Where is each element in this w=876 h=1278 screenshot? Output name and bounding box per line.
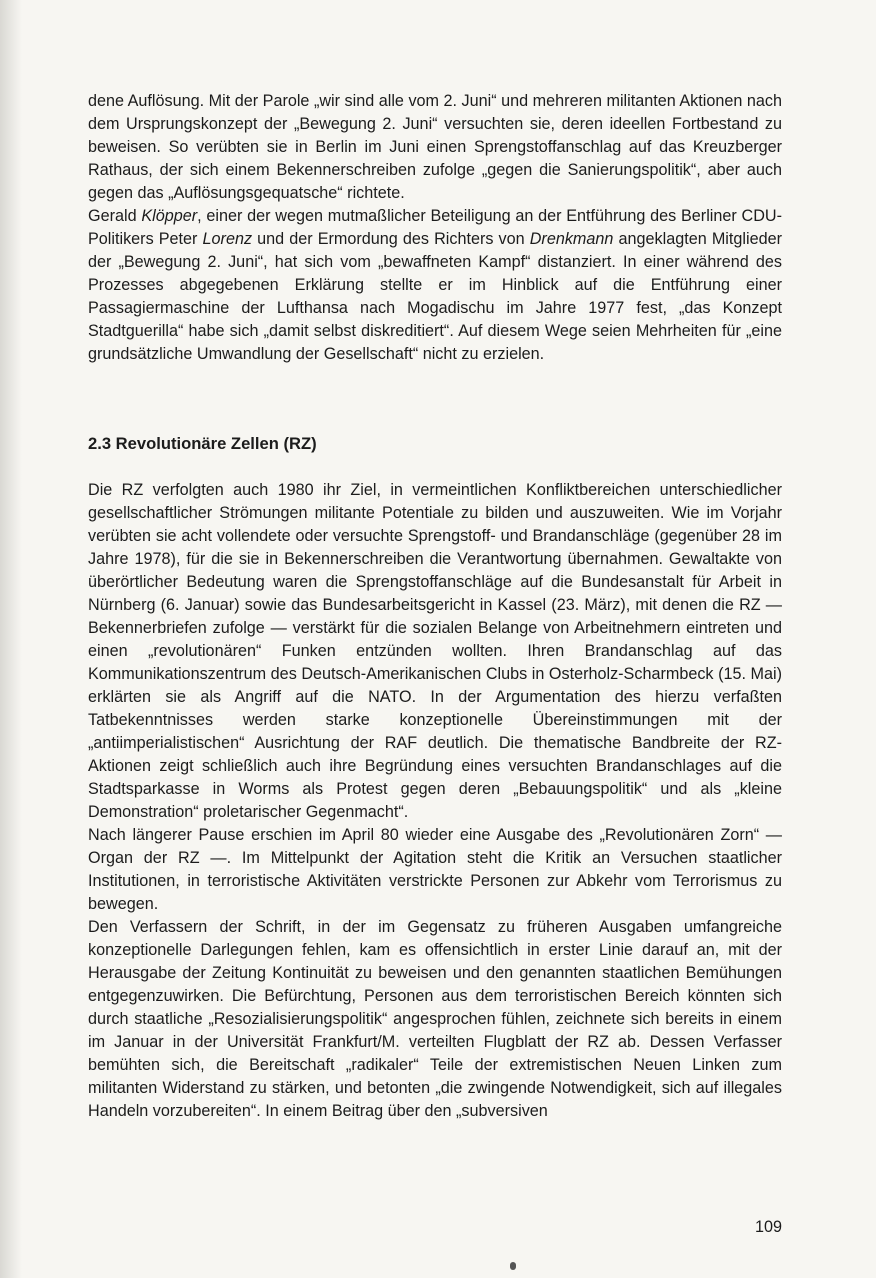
paragraph-intro: dene Auflösung. Mit der Parole „wir sind alle vom 2. Juni“ und mehreren militanten Aktionen nach dem Ursprungskonzept der „Bewegung 2. Juni“ versuchten sie, deren ideellen Fortbestand zu beweisen. So verübten sie in Berlin im Juni einen Sprengstoffanschlag auf das Kreuzberger Rathaus, der sich einem Bekennerschreiben zufolge „gegen die Sanierungspolitik“, aber auch gegen das „Auflösungsgequatsche“ richtete.: [88, 92, 782, 202]
name-kloepper: Klöpper: [141, 207, 198, 225]
page-number: 109: [754, 1218, 782, 1236]
paragraph-rz-2: Nach längerer Pause erschien im April 80 wieder eine Ausgabe des „Revolutionären Zorn“ — Organ der RZ —. Im Mittelpunkt der Agitation steht die Kritik an Versuchen staatlicher Institutionen, in terroristische Aktivitäten verstrickte Personen zur Abkehr vom Terrorismus zu bewegen.: [88, 826, 782, 913]
paragraph-rz-1: Die RZ verfolgten auch 1980 ihr Ziel, in vermeintlichen Konfliktbereichen unterschiedlicher gesellschaftlicher Strömungen militante Potentiale zu bilden und auszuweiten. Wie im Vorjahr verübten sie acht vollendete oder versuchte Sprengstoff- und Brandanschläge (gegenüber 28 im Jahre 1978), für die sie in Bekennerschreiben die Verantwortung übernahmen. Gewaltakte von überörtlicher Bedeutung waren die Sprengstoffanschläge auf die Bundesanstalt für Arbeit in Nürnberg (6. Januar) sowie das Bundesarbeitsgericht in Kassel (23. März), mit denen die RZ — Bekennerbriefen zufolge — verstärkt für die sozialen Belange von Arbeitnehmern eintreten und einen „revolutionären“ Funken entzünden wollten. Ihren Brandanschlag auf das Kommunikationszentrum des Deutsch-Amerikanischen Clubs in Osterholz-Scharmbeck (15. Mai) erklärten sie als Angriff auf die NATO. In der Argumentation des hierzu verfaßten Tatbekenntnisses werden starke konzeptionelle Übereinstimmungen mit der „antiimperialistischen“ Ausrichtung der RAF deutlich. Die thematische Bandbreite der RZ-Aktionen zeigt schließlich auch ihre Begründung eines versuchten Brandanschlages auf die Stadtsparkasse in Worms als Protest gegen deren „Bebauungspolitik“ und als „kleine Demonstration“ proletarischer Gegenmacht“.: [88, 481, 782, 821]
paragraph-rz-3: Den Verfassern der Schrift, in der im Gegensatz zu früheren Ausgaben umfangreiche konzeptionelle Darlegungen fehlen, kam es offensichtlich in erster Linie darauf an, mit der Herausgabe der Zeitung Kontinuität zu beweisen und den genannten staatlichen Bemühungen entgegenzuwirken. Die Befürchtung, Personen aus dem terroristischen Bereich könnten sich durch staatliche „Resozialisierungspolitik“ angesprochen fühlen, zeichnete sich bereits in einem im Januar in der Universität Frankfurt/M. verteilten Flugblatt der RZ ab. Dessen Verfasser bemühten sich, die Bereitschaft „radikaler“ Teile der extremistischen Neuen Linken zum militanten Widerstand zu stärken, und betonten „die zwingende Notwendigkeit, sich auf illegales Handeln vorzubereiten“. In einem Beitrag über den „subversiven: [88, 918, 782, 1120]
name-lorenz: Lorenz: [202, 230, 253, 248]
document-body: [88, 90, 782, 1123]
name-drenkmann: Drenkmann: [529, 230, 614, 248]
section-spacer: [88, 366, 782, 432]
scan-speck: [510, 1262, 516, 1270]
section-heading: 2.3 Revolutionäre Zellen (RZ): [88, 434, 317, 453]
page-edge-shadow: [0, 0, 22, 1278]
paragraph-kloepper: Gerald Klöpper, einer der wegen mutmaßlicher Beteiligung an der Entführung des Berliner CDU-Politikers Peter Lorenz und der Ermordung des Richters von Drenkmann angeklagten Mitglieder der „Bewegung 2. Juni“, hat sich vom „bewaffneten Kampf“ distanziert. In einer während des Prozesses abgegebenen Erklärung stellte er im Hinblick auf die Entführung einer Passagiermaschine der Lufthansa nach Mogadischu im Jahre 1977 fest, „das Konzept Stadtguerilla“ habe sich „damit selbst diskreditiert“. Auf diesem Wege seien Mehrheiten für „eine grundsätzliche Umwandlung der Gesellschaft“ nicht zu erzielen.: [88, 207, 782, 363]
